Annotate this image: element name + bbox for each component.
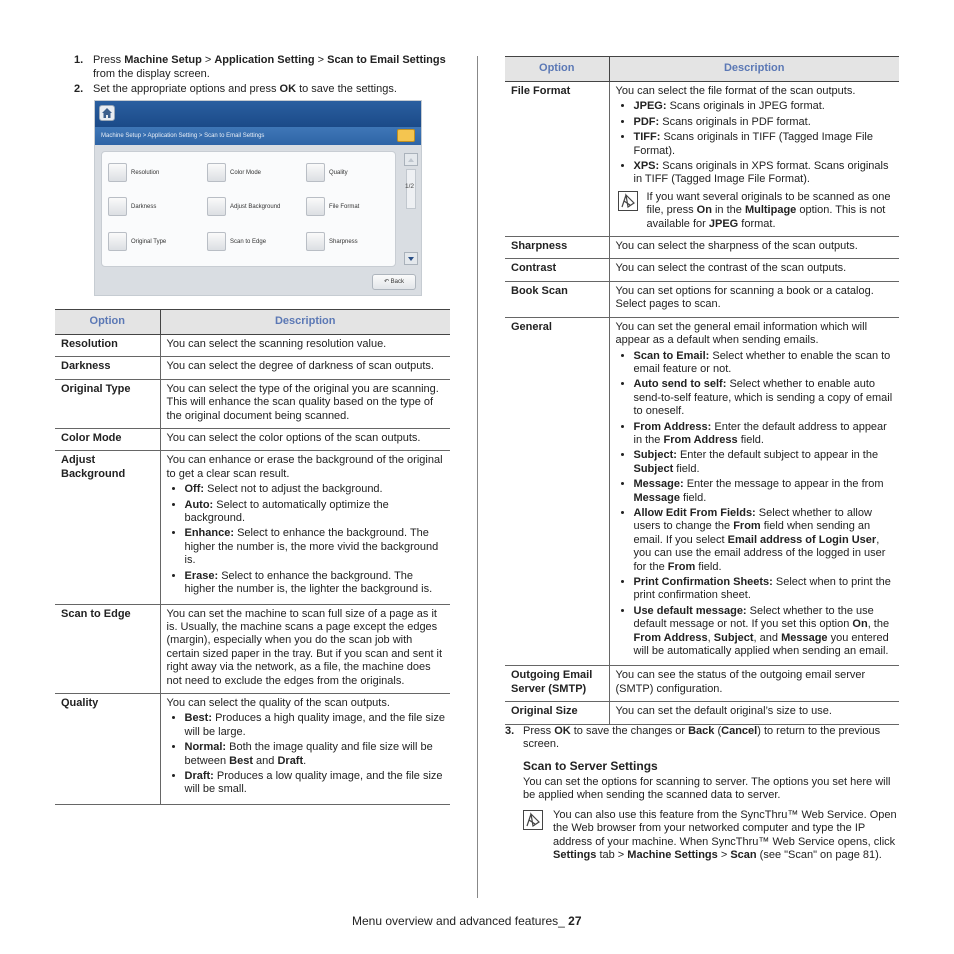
table-row: Color Mode You can select the color options of the scan outputs. [55,429,450,451]
screen-topbar [95,101,421,127]
settings-panel [101,151,396,267]
table-row: Book Scan You can set options for scanning a book or a catalog. Select pages to scan. [505,281,899,317]
color-mode-icon [207,163,226,182]
description-header: Description [160,310,450,335]
column-divider [477,56,478,898]
resolution-item[interactable]: Resolution [108,163,159,182]
section-paragraph: You can set the options for scanning to server. The options you set here will be applied when sending the scanned data to server. [523,776,891,802]
quality-item[interactable]: Quality [306,163,348,182]
sharpness-icon [306,232,325,251]
quality-icon [306,163,325,182]
list-item: • PDF: Scans originals in PDF format. [634,116,895,129]
list-item: • Message: Enter the message to appear in the from Message field. [634,478,895,505]
table-row: Adjust Background You can enhance or erase the background of the original to get a clear scan result. • Off: Select not to adjust the background. • Auto: Select to automatically optimize the background. • Enhance: Select to enhance the background. The higher the number is, the more vivid the background is. • Erase: Select to enhance the background. The higher the number is, the lighter the background is. [55,451,450,604]
file-format-icon [306,197,325,216]
page-footer: Menu overview and advanced features_ 27 [352,914,582,928]
after-table-section [505,725,897,862]
list-item: • Use default message: Select whether to the use default message or not. If you set this option On, the From Address, Subject, and Message you entered will be automatically applied when sending an email. [634,605,895,659]
list-item: • JPEG: Scans originals in JPEG format. [634,100,895,113]
note-icon [618,191,638,211]
list-item: • Allow Edit From Fields: Select whether to allow users to change the From field when sending an email. If you select Email address of Login User, you can use the email address of the logged in user for the From field. [634,507,895,574]
table-row: General You can set the general email information which will appear as a default when sending emails. • Scan to Email: Select whether to enable the scan to email feature or not. • Auto send to self: Select whether to enable auto send-to-self feature, which is sending a copy of email to oneself. • From Address: Enter the default address to appear in the From Address field. • Subject: Enter the default subject to appear in the Subject field. • Message: Enter the message to appear in the from Message field. • Allow Edit From Fields: Select whether to allow users to change the From field when sending an email. If you select Email address of Login User, you can use the email address of the logged in user for the From field. • Print Confirmation Sheets: Select when to print the print confirmation sheet. • Use default message: Select whether to the use default message or not. If you set this option On, the From Address, Subject, and Message you entered will be automatically applied when sending an email. [505,317,899,666]
list-item: • Print Confirmation Sheets: Select when to print the print confirmation sheet. [634,576,895,603]
darkness-item[interactable]: Darkness [108,197,156,216]
list-item: • Enhance: Select to enhance the background. The higher the number is, the more vivid the background is. [185,527,446,567]
step-1: 1. Press Machine Setup > Application Setting > Scan to Email Settings from the display screen. [74,54,446,80]
step-3: 3. Press OK to save the changes or Back (Cancel) to return to the previous screen. [505,725,881,750]
table-row: Scan to Edge You can set the machine to scan full size of a page as it is. Usually, the machine scans a page except the edges (margin), especially when you do the scan job with certain sized paper in the tray. But if you scan and sent it right away via the network, as a file, the machine does not need to exclude the edges from the originals. [55,604,450,693]
adjust-background-item[interactable]: Adjust Background [207,197,280,216]
option-header: Option [505,57,609,82]
screen-breadcrumb: Machine Setup > Application Setting > Scan to Email Settings [95,127,421,145]
list-item: • Normal: Both the image quality and file size will be between Best and Draft. [185,741,446,768]
scan-to-edge-item[interactable]: Scan to Edge [207,232,266,251]
right-options-table [505,56,899,725]
table-row: Darkness You can select the degree of darkness of scan outputs. [55,357,450,379]
list-item: • XPS: Scans originals in XPS format. Scans originals in TIFF (Tagged Image File Format). [634,160,895,187]
section-heading: Scan to Server Settings [523,759,658,773]
table-row: Quality You can select the quality of the scan outputs. • Best: Produces a high quality image, and the file size will be large. • Normal: Both the image quality and file size will be between Best and Draft. • Draft: Produces a low quality image, and the file size will be small. [55,693,450,804]
scan-to-edge-icon [207,232,226,251]
list-item: • TIFF: Scans originals in TIFF (Tagged Image File Format). [634,131,895,158]
multipage-note: If you want several originals to be scanned as one file, press On in the Multipage option. This is not available for JPEG format. [616,191,895,231]
scroll-down-icon[interactable] [404,252,418,265]
list-item: • Scan to Email: Select whether to enable the scan to email feature or not. [634,350,895,377]
table-row: Sharpness You can select the sharpness of the scan outputs. [505,237,899,259]
step-2: 2. Set the appropriate options and press OK to save the settings. [74,83,397,95]
scan-to-email-screen-figure [94,100,422,296]
list-item: • From Address: Enter the default address to appear in the From Address field. [634,421,895,448]
note-icon [523,810,543,830]
file-format-item[interactable]: File Format [306,197,359,216]
table-row: Resolution You can select the scanning resolution value. [55,335,450,357]
syncthru-note: You can also use this feature from the SyncThru™ Web Service. Open the Web browser from your networked computer and type the IP address of your machine. When SyncThru™ Web Service opens, click Settings tab > Machine Settings > Scan (see "Scan" on page 81). [523,809,897,863]
list-item: • Auto send to self: Select whether to enable auto send-to-self feature, which is sending a copy of email to oneself. [634,378,895,418]
scroll-up-icon[interactable] [404,153,418,166]
home-icon[interactable] [99,105,115,121]
list-item: • Erase: Select to enhance the background. The higher the number is, the lighter the background is. [185,570,446,597]
table-row: Outgoing Email Server (SMTP) You can see the status of the outgoing email server (SMTP) configuration. [505,666,899,702]
sharpness-item[interactable]: Sharpness [306,232,358,251]
original-type-icon [108,232,127,251]
table-header [505,57,899,82]
table-row: Original Size You can set the default original’s size to use. [505,702,899,724]
list-item: • Auto: Select to automatically optimize the background. [185,499,446,526]
table-header [55,310,450,335]
list-item: • Subject: Enter the default subject to appear in the Subject field. [634,449,895,476]
table-row: File Format You can select the file format of the scan outputs. • JPEG: Scans originals in JPEG format. • PDF: Scans originals in PDF format. • TIFF: Scans originals in TIFF (Tagged Image File Format). • XPS: Scans originals in XPS format. Scans originals in TIFF (Tagged Image File Format). If you want several originals to be scanned as one file, press On in the Multipage option. This is not available for JPEG format. [505,82,899,237]
list-item: • Best: Produces a high quality image, and the file size will be large. [185,712,446,739]
back-arrow-icon: ↶ [383,279,389,285]
darkness-icon [108,197,127,216]
left-options-table [55,309,450,805]
list-item: • Draft: Produces a low quality image, and the file size will be small. [185,770,446,797]
color-mode-item[interactable]: Color Mode [207,163,261,182]
table-row: Contrast You can select the contrast of the scan outputs. [505,259,899,281]
intro-steps [74,53,454,97]
description-header: Description [609,57,899,82]
screen-scrollbar[interactable] [404,153,418,265]
page-indicator: 1/2 [405,183,415,190]
resolution-icon [108,163,127,182]
list-item: • Off: Select not to adjust the background. [185,483,446,496]
original-type-item[interactable]: Original Type [108,232,166,251]
table-row: Original Type You can select the type of the original you are scanning. This will enhance the scan quality based on the type of the original document being scanned. [55,379,450,428]
adjust-background-icon [207,197,226,216]
option-header: Option [55,310,160,335]
back-button[interactable]: ↶ Back [372,274,416,290]
menu-icon[interactable] [397,129,415,142]
